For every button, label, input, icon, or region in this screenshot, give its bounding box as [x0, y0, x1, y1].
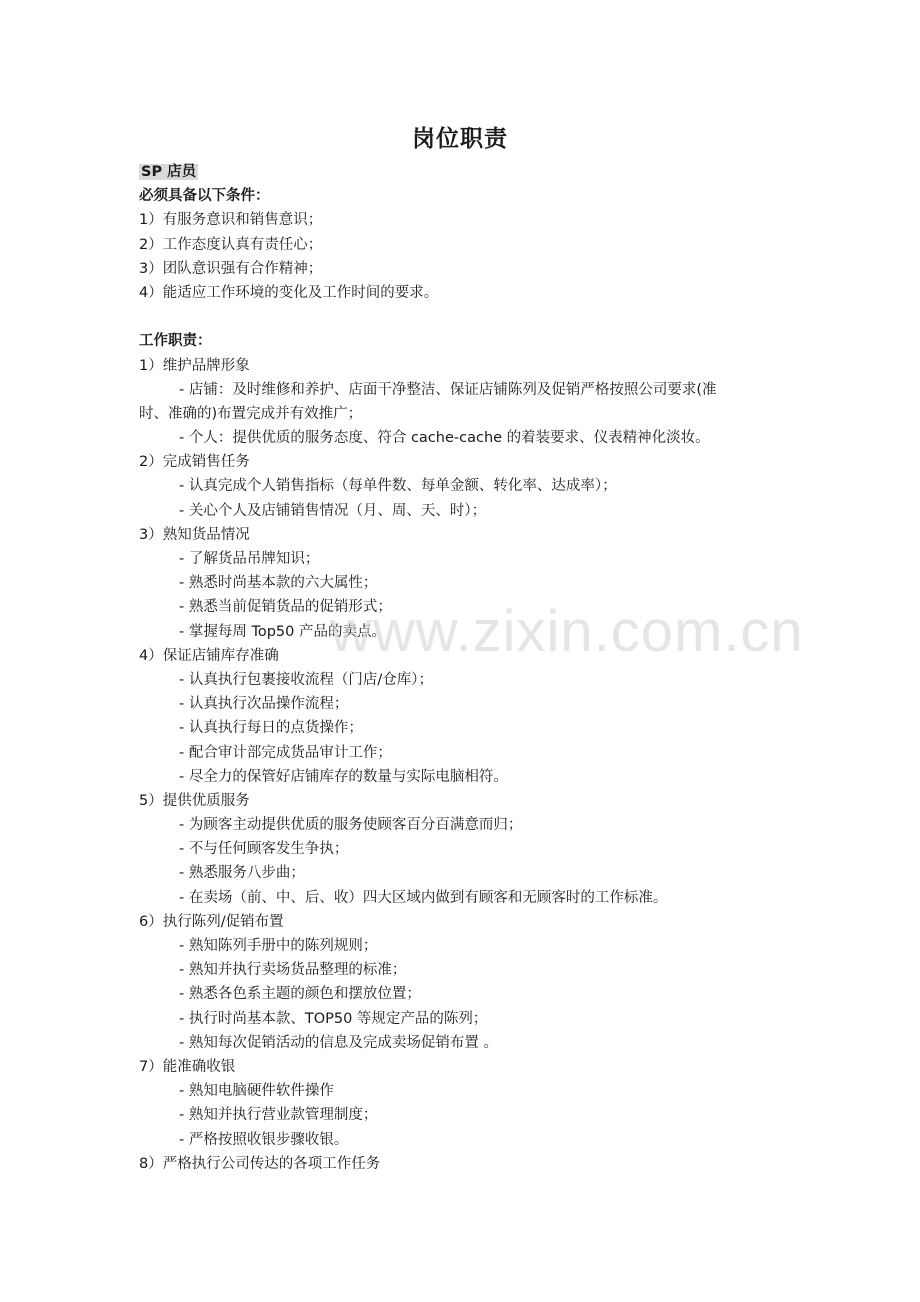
list-item: - 在卖场（前、中、后、收）四大区域内做到有顾客和无顾客时的工作标准。	[179, 889, 668, 906]
list-item: - 熟知电脑硬件软件操作	[179, 1083, 334, 1100]
role-label	[139, 160, 819, 184]
list-item: - 认真完成个人销售指标（每单件数、每单金额、转化率、达成率）；	[179, 478, 617, 495]
requirements-list	[139, 208, 819, 305]
list-item-continuation: 时、准确的)布置完成并有效推广；	[139, 405, 363, 422]
requirement-item: 3）团队意识强有合作精神；	[139, 260, 323, 277]
list-item: - 执行时尚基本款、TOP50 等规定产品的陈列；	[179, 1010, 488, 1027]
section-heading: 6）执行陈列/促销布置	[139, 913, 284, 930]
document-body	[139, 160, 819, 1176]
list-item: - 严格按照收银步骤收银。	[179, 1131, 349, 1148]
blank-line	[139, 305, 819, 329]
requirements-heading: 必须具备以下条件：	[139, 188, 270, 205]
duty-section	[139, 789, 819, 910]
section-heading: 7）能准确收银	[139, 1058, 236, 1075]
duty-section	[139, 910, 819, 1055]
list-item: - 了解货品吊牌知识；	[179, 551, 320, 567]
duty-section	[139, 450, 819, 523]
section-heading: 3）熟知货品情况	[139, 526, 250, 543]
duties-heading: 工作职责：	[139, 333, 212, 350]
list-item: - 熟悉服务八步曲；	[179, 865, 305, 882]
list-item: - 熟知每次促销活动的信息及完成卖场促销布置 。	[179, 1034, 498, 1051]
list-item: - 关心个人及店铺销售情况（月、周、天、时）；	[179, 502, 487, 519]
list-item: - 熟知并执行卖场货品整理的标准；	[179, 962, 407, 979]
section-heading: 2）完成销售任务	[139, 454, 250, 471]
list-item: - 不与任何顾客发生争执；	[179, 841, 349, 858]
page-title: 岗位职责	[412, 126, 508, 152]
list-item: - 熟知并执行营业款管理制度；	[179, 1107, 378, 1124]
requirement-item: 1）有服务意识和销售意识；	[139, 212, 323, 229]
list-item: - 为顾客主动提供优质的服务使顾客百分百满意而归；	[179, 817, 523, 834]
requirement-item: 4）能适应工作环境的变化及工作时间的要求。	[139, 284, 439, 301]
list-item: - 熟知陈列手册中的陈列规则；	[179, 938, 378, 954]
list-item: - 熟悉当前促销货品的促销形式；	[179, 599, 392, 616]
list-item: - 个人：提供优质的服务态度、符合 cache-cache 的着装要求、仪表精神化淡妆。	[179, 430, 710, 447]
section-heading: 1）维护品牌形象	[139, 357, 250, 374]
list-item: - 掌握每周 Top50 产品的卖点。	[179, 623, 386, 640]
requirement-item: 2）工作态度认真有责任心；	[139, 236, 323, 253]
list-item: - 认真执行次品操作流程；	[179, 696, 349, 713]
list-item: - 配合审计部完成货品审计工作；	[179, 744, 392, 761]
watermark: www.zixin.com.cn	[330, 599, 804, 664]
section-heading: 4）保证店铺库存准确	[139, 647, 279, 664]
list-item: - 认真执行包裹接收流程（门店/仓库）；	[179, 671, 433, 688]
list-item: - 尽全力的保管好店铺库存的数量与实际电脑相符。	[179, 768, 508, 785]
duty-section	[139, 644, 819, 789]
list-item: - 熟悉各色系主题的颜色和摆放位置；	[179, 986, 421, 1003]
duty-section	[139, 1152, 819, 1176]
list-item: - 熟悉时尚基本款的六大属性；	[179, 575, 378, 592]
list-item: - 认真执行每日的点货操作；	[179, 720, 363, 737]
section-heading: 5）提供优质服务	[139, 792, 250, 809]
role-highlight: SP 店员	[141, 164, 197, 180]
duty-section	[139, 1055, 819, 1152]
duty-section	[139, 354, 819, 451]
section-heading: 8）严格执行公司传达的各项工作任务	[139, 1155, 381, 1172]
list-item: - 店铺：及时维修和养护、店面干净整洁、保证店铺陈列及促销严格按照公司要求(准	[179, 381, 717, 398]
